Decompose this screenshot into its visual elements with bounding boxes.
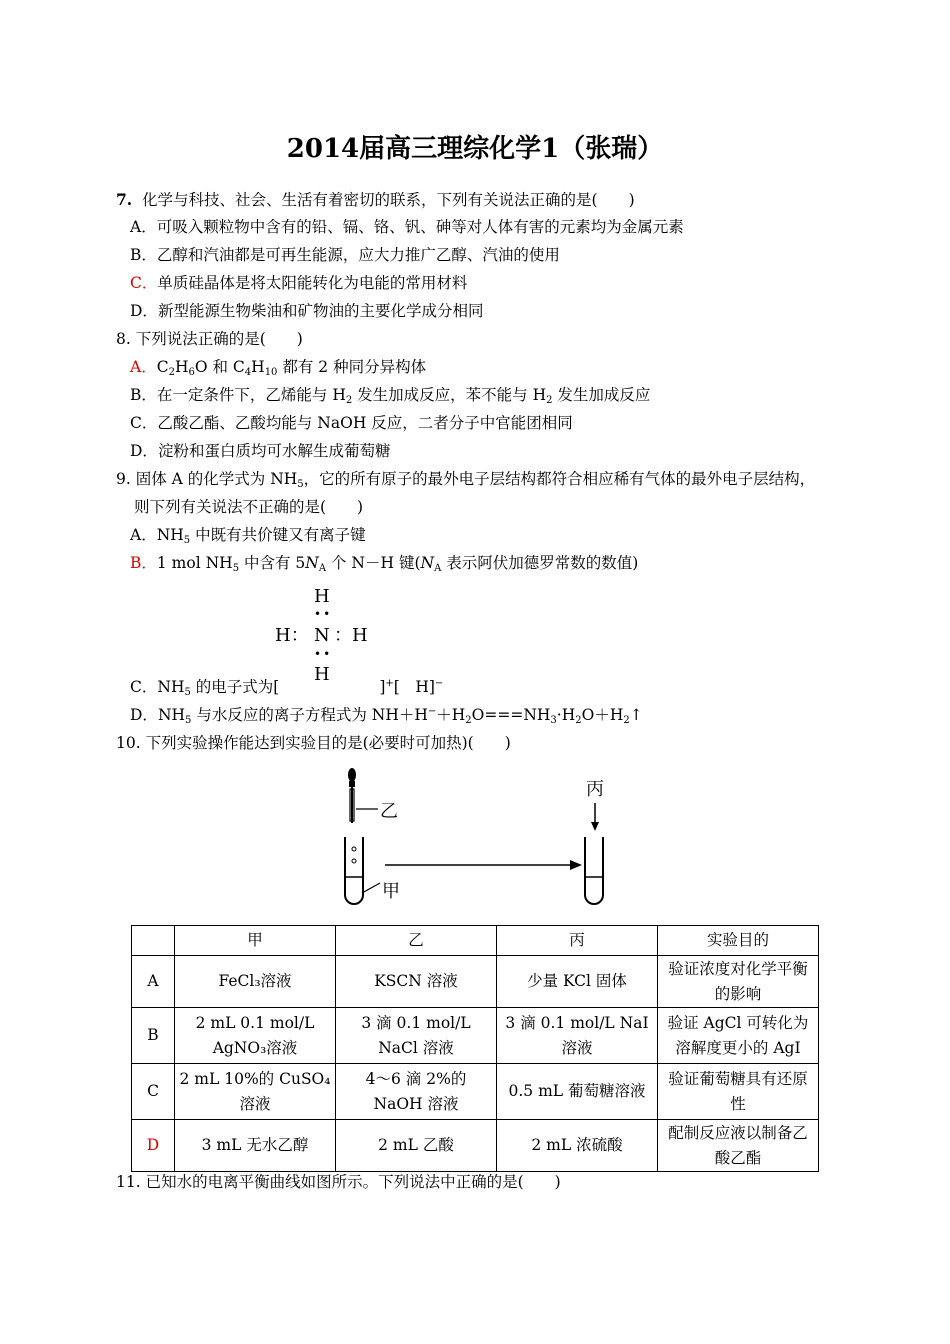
q9-option-b: B．1 mol $NH_5$ 中含有 $5N_A$ 个 N－H 键($N_A$ 表示阿伏加德罗常数的数值) xyxy=(130,554,639,574)
cell-goal: 配制反应液以制备乙酸乙酯 xyxy=(658,1120,819,1172)
q7-option-d: D．新型能源生物柴油和矿物油的主要化学成分相同 xyxy=(130,302,484,320)
q7-option-b: B．乙醇和汽油都是可再生能源，应大力推广乙醇、汽油的使用 xyxy=(130,246,560,264)
cell-bing: 2 mL 浓硫酸 xyxy=(497,1120,658,1172)
row-label: B xyxy=(132,1008,175,1064)
table-header xyxy=(132,926,175,956)
cell-yi: 3 滴 0.1 mol/L NaCl 溶液 xyxy=(336,1008,497,1064)
dropper-icon xyxy=(348,768,378,823)
lewis-dots-top: •• xyxy=(314,607,333,621)
label-yi: 乙 xyxy=(380,801,398,822)
cell-bing: 0.5 mL 葡萄糖溶液 xyxy=(497,1064,658,1120)
lewis-h-bottom: H xyxy=(314,664,330,685)
q9-option-d: D．$NH_5$ 与水反应的离子方程式为 $NH+H^-+H_2O===NH_3\cdot H_2O+H_2↑$ xyxy=(130,706,643,726)
row-label-answer: D xyxy=(132,1120,175,1172)
table-row xyxy=(132,1064,819,1120)
q8-option-d: D．淀粉和蛋白质均可水解生成葡萄糖 xyxy=(130,442,391,460)
experiment-table xyxy=(131,925,819,1172)
table-header: 实验目的 xyxy=(658,926,819,956)
q11-stem: 11. 已知水的电离平衡曲线如图所示。下列说法中正确的是( ) xyxy=(116,1173,561,1191)
cell-bing: 少量 KCl 固体 xyxy=(497,956,658,1008)
row-label: A xyxy=(132,956,175,1008)
q9-option-c: C．$NH_5$ 的电子式为[ ]+[ H]− xyxy=(130,678,444,698)
answer-label: B． xyxy=(130,554,157,572)
cell-jia: FeCl₃溶液 xyxy=(175,956,336,1008)
label-bing: 丙 xyxy=(586,779,604,800)
table-row xyxy=(132,1120,819,1172)
test-tube-jia-icon xyxy=(345,837,380,904)
cell-jia: 2 mL 0.1 mol/L AgNO₃溶液 xyxy=(175,1008,336,1064)
page-title: 2014届高三理综化学1（张瑞） xyxy=(286,134,664,164)
lewis-h-right: ：H xyxy=(334,625,368,646)
cell-jia: 2 mL 10%的 CuSO₄溶液 xyxy=(175,1064,336,1120)
q9-stem-line2: 则下列有关说法不正确的是( ) xyxy=(134,498,364,516)
q8-option-b: B．在一定条件下，乙烯能与 $H_2$ 发生加成反应，苯不能与 $H_2$ 发生加成反应 xyxy=(130,386,651,406)
answer-label: A． xyxy=(130,358,157,376)
q9-stem: 9. 固体 A 的化学式为 $NH_5$，它的所有原子的最外电子层结构都符合相应稀有气体的最外电子层结构， xyxy=(116,470,816,490)
cell-yi: 2 mL 乙酸 xyxy=(336,1120,497,1172)
answer-label: C． xyxy=(130,274,158,292)
table-header: 乙 xyxy=(336,926,497,956)
label-jia: 甲 xyxy=(382,881,400,902)
lewis-h-left: H： xyxy=(275,625,309,646)
q7-option-a: A．可吸入颗粒物中含有的铅、镉、铬、钒、砷等对人体有害的元素均为金属元素 xyxy=(130,218,684,236)
row-label: C xyxy=(132,1064,175,1120)
cell-yi: 4～6 滴 2%的 NaOH 溶液 xyxy=(336,1064,497,1120)
table-row xyxy=(132,1008,819,1064)
q9-option-a: A．$NH_5$ 中既有共价键又有离子键 xyxy=(130,526,366,546)
table-header: 丙 xyxy=(497,926,658,956)
table-header: 甲 xyxy=(175,926,336,956)
q8-option-a: A．$C_2H_6O$ 和 $C_4H_{10}$ 都有 2 种同分异构体 xyxy=(130,358,427,378)
test-tube-bing-icon xyxy=(585,837,603,904)
lewis-dots-bottom: •• xyxy=(314,647,333,661)
cell-goal: 验证浓度对化学平衡的影响 xyxy=(658,956,819,1008)
apparatus-diagram xyxy=(320,765,640,915)
table-header-row xyxy=(132,926,819,956)
cell-jia: 3 mL 无水乙醇 xyxy=(175,1120,336,1172)
lewis-n-center: N xyxy=(314,625,330,646)
q7-stem: 7. 化学与科技、社会、生活有着密切的联系，下列有关说法正确的是( ) xyxy=(116,190,635,209)
q8-stem: 8. 下列说法正确的是( ) xyxy=(116,330,303,348)
cell-bing: 3 滴 0.1 mol/L NaI 溶液 xyxy=(497,1008,658,1064)
cell-goal: 验证葡萄糖具有还原性 xyxy=(658,1064,819,1120)
lewis-h-top: H xyxy=(314,586,330,607)
q7-option-c: C．单质硅晶体是将太阳能转化为电能的常用材料 xyxy=(130,274,468,292)
cell-yi: KSCN 溶液 xyxy=(336,956,497,1008)
table-row xyxy=(132,956,819,1008)
q8-option-c: C．乙酸乙酯、乙酸均能与 NaOH 反应，二者分子中官能团相同 xyxy=(130,414,573,432)
q10-stem: 10. 下列实验操作能达到实验目的是(必要时可加热)( ) xyxy=(116,734,511,752)
cell-goal: 验证 AgCl 可转化为溶解度更小的 AgI xyxy=(658,1008,819,1064)
